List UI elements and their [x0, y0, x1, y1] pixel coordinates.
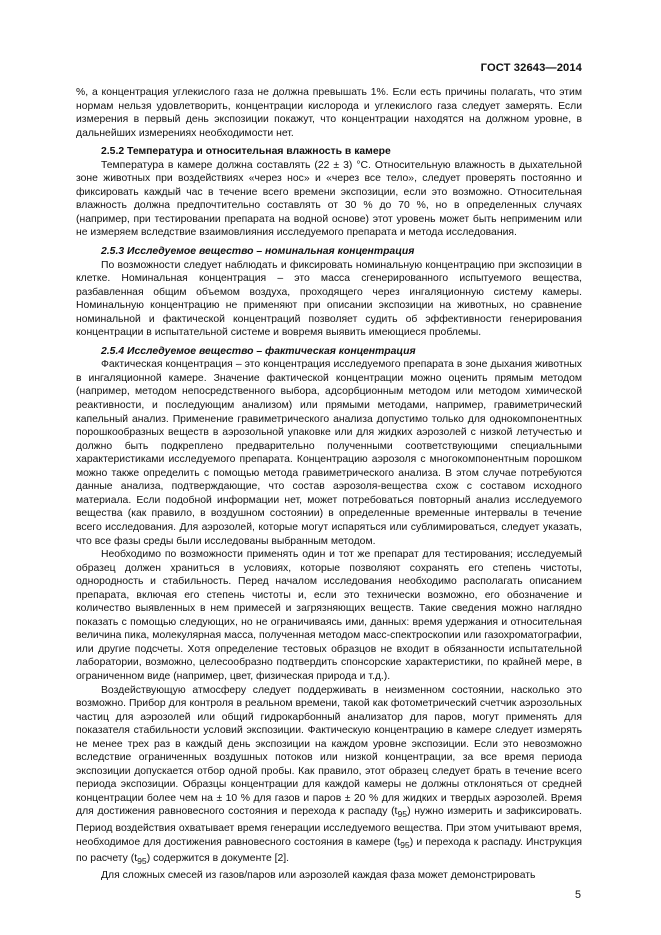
section-title-2-5-2: 2.5.2 Температура и относительная влажность в камере [101, 146, 391, 158]
text-run: Воздействующую атмосферу следует поддерживать в неизменном состоянии, насколько это возможно. Прибор для контроля в реальном времени, такой как фотометрический счетчик аэрозольных частиц для аэрозолей или общий гидрокарбонный анализатор для паров, могут применять для показателя стабильности условий экспозиции. Фактическую концентрацию в камере следует измерять не менее трех раз в каждый день экспозиции на каждом уровне экспозиции. Если это невозможно вследствие ограниченных воздушных потоков или низкой концентрации, за все время периода экспозиции допускается отбор одной пробы. Как правило, этот образец следует брать в течение всего периода экспозиции. Образцы концентрации для каждой камеры не должны отклоняться от средней концентрации более чем на ± 10 % для газов и паров ± 20 % для жидких и твердых аэрозолей. Время для достижения равновесного состояния и перехода к распаду (t [76, 684, 582, 818]
page-number: 5 [574, 889, 581, 901]
paragraph-test-sample: Необходимо по возможности применять один и тот же препарат для тестирования; исследуемый образец должен храниться в условиях, которые позволяют сохранять его степень чистоты, однородность и стабильность. Перед началом исследования необходимо располагать описанием препарата, включая его степень чистоты и, если это технически возможно, его обозначение и количество выявленных в нем примесей и загрязняющих веществ. Такие сведения можно наглядно показать с помощью следующих, но не ограничиваясь ими, данных: время удержания и относительная величина пика, молекулярная масса, полученная методом масс-спектроскопии или газохроматографии, или другие подсчеты. Хотя определение тестовых образцов не входит в обязанности испытательной лаборатории, возможно, целесообразно подтвердить спонсорские характеристики, по крайней мере, в ограниченном виде (например, цвет, физическая природа и т.д.). [76, 549, 582, 682]
paragraph-actual-concentration: Фактическая концентрация – это концентрация исследуемого препарата в зоне дыхания животных в ингаляционной камере. Значение фактической концентрации можно оценить прямым методом (например, методом непосредственного выбора, адсорбционным методом или методом химической реактивности, и последующим анализом) или прямыми методами, например, гравиметрический капельный анализ. Применение гравиметрического анализа допустимо только для однокомпонентных порошкообразных веществ в аэрозольной упаковке или для жидких аэрозолей с низкой летучестью и должно быть подкреплено предварительно полученными соответствующими специальными характеристиками исследуемого препарата. Концентрацию аэрозоля с многокомпонентным порошком можно также определить с помощью метода гравиметрического анализа. В этом случае потребуются данные анализа, подтверждающие, что состав аэрозоля-вещества схож с составом исходного материала. Если подобной информации нет, может потребоваться повторный анализ исследуемого вещества (как правило, в воздушном состоянии) в определенные временные интервалы в течение всего исследования. Для аэрозолей, которые могут испаряться или сублимироваться, следует указать, что все фазы среды были исследованы выбранным методом. [76, 359, 582, 547]
page-body [76, 86, 582, 882]
section-title-2-5-4: 2.5.4 Исследуемое вещество – фактическая концентрация [101, 345, 416, 357]
paragraph-continuation: %, а концентрация углекислого газа не должна превышать 1%. Если есть причины полагать, что этим нормам нельзя удовлетворить, концентрации кислорода и углекислого газа следует замерять. Если измерения в первый день экспозиции покажут, что концентрации находятся на должном уровне, в дальнейших измерениях необходимости нет. [76, 87, 582, 139]
text-run: ) и перехода к распаду. Инструкция по расчету (t [76, 836, 582, 865]
subscript: 95 [400, 839, 410, 850]
section-title-2-5-3: 2.5.3 Исследуемое вещество – номинальная концентрация [101, 246, 415, 258]
standard-number: ГОСТ 32643—2014 [480, 62, 582, 74]
paragraph-complex-mixtures: Для сложных смесей из газов/паров или аэрозолей каждая фаза может демонстрировать [101, 869, 536, 881]
paragraph-exposure-atmosphere [76, 684, 582, 869]
subscript: 95 [137, 856, 147, 867]
subscript: 95 [397, 809, 408, 820]
paragraph-nominal-concentration: По возможности следует наблюдать и фиксировать номинальную концентрацию при экспозиции в клетке. Номинальная концентрация – это масса сгенерированного испытуемого вещества, разбавленная общим объемом воздуха, проходящего через ингаляционную систему камеры. Номинальную концентрацию не применяют при описании экспозиции на животных, но сравнение номинальной и фактической концентраций позволяет судить об эффективности генерирования концентрации в испытательной системе и вовремя выявить имеющиеся проблемы. [76, 259, 582, 339]
text-run: ) содержится в документе [2]. [146, 853, 290, 865]
paragraph-temperature-humidity: Температура в камере должна составлять (22 ± 3) °С. Относительную влажность в дыхательной зоне животных при воздействиях «через нос» и «через все тело», следует проверять постоянно и фиксировать каждый час в течение всего времени экспозиции, если это возможно. Относительная влажность должна предпочтительно составлять от 30 % до 70 %, но в определенных случаях (например, при тестировании препарата на водной основе) этот уровень может быть неприменим или не измеряем вследствие взаимовлияния исследуемого препарата и метода исследования. [76, 159, 582, 239]
text-run: ) нужно измерить и зафиксировать. Период воздействия охватывает время генерации исследуемого вещества. При этом учитывают время, необходимое для достижения равновесного состояния в камере (t [76, 806, 582, 848]
